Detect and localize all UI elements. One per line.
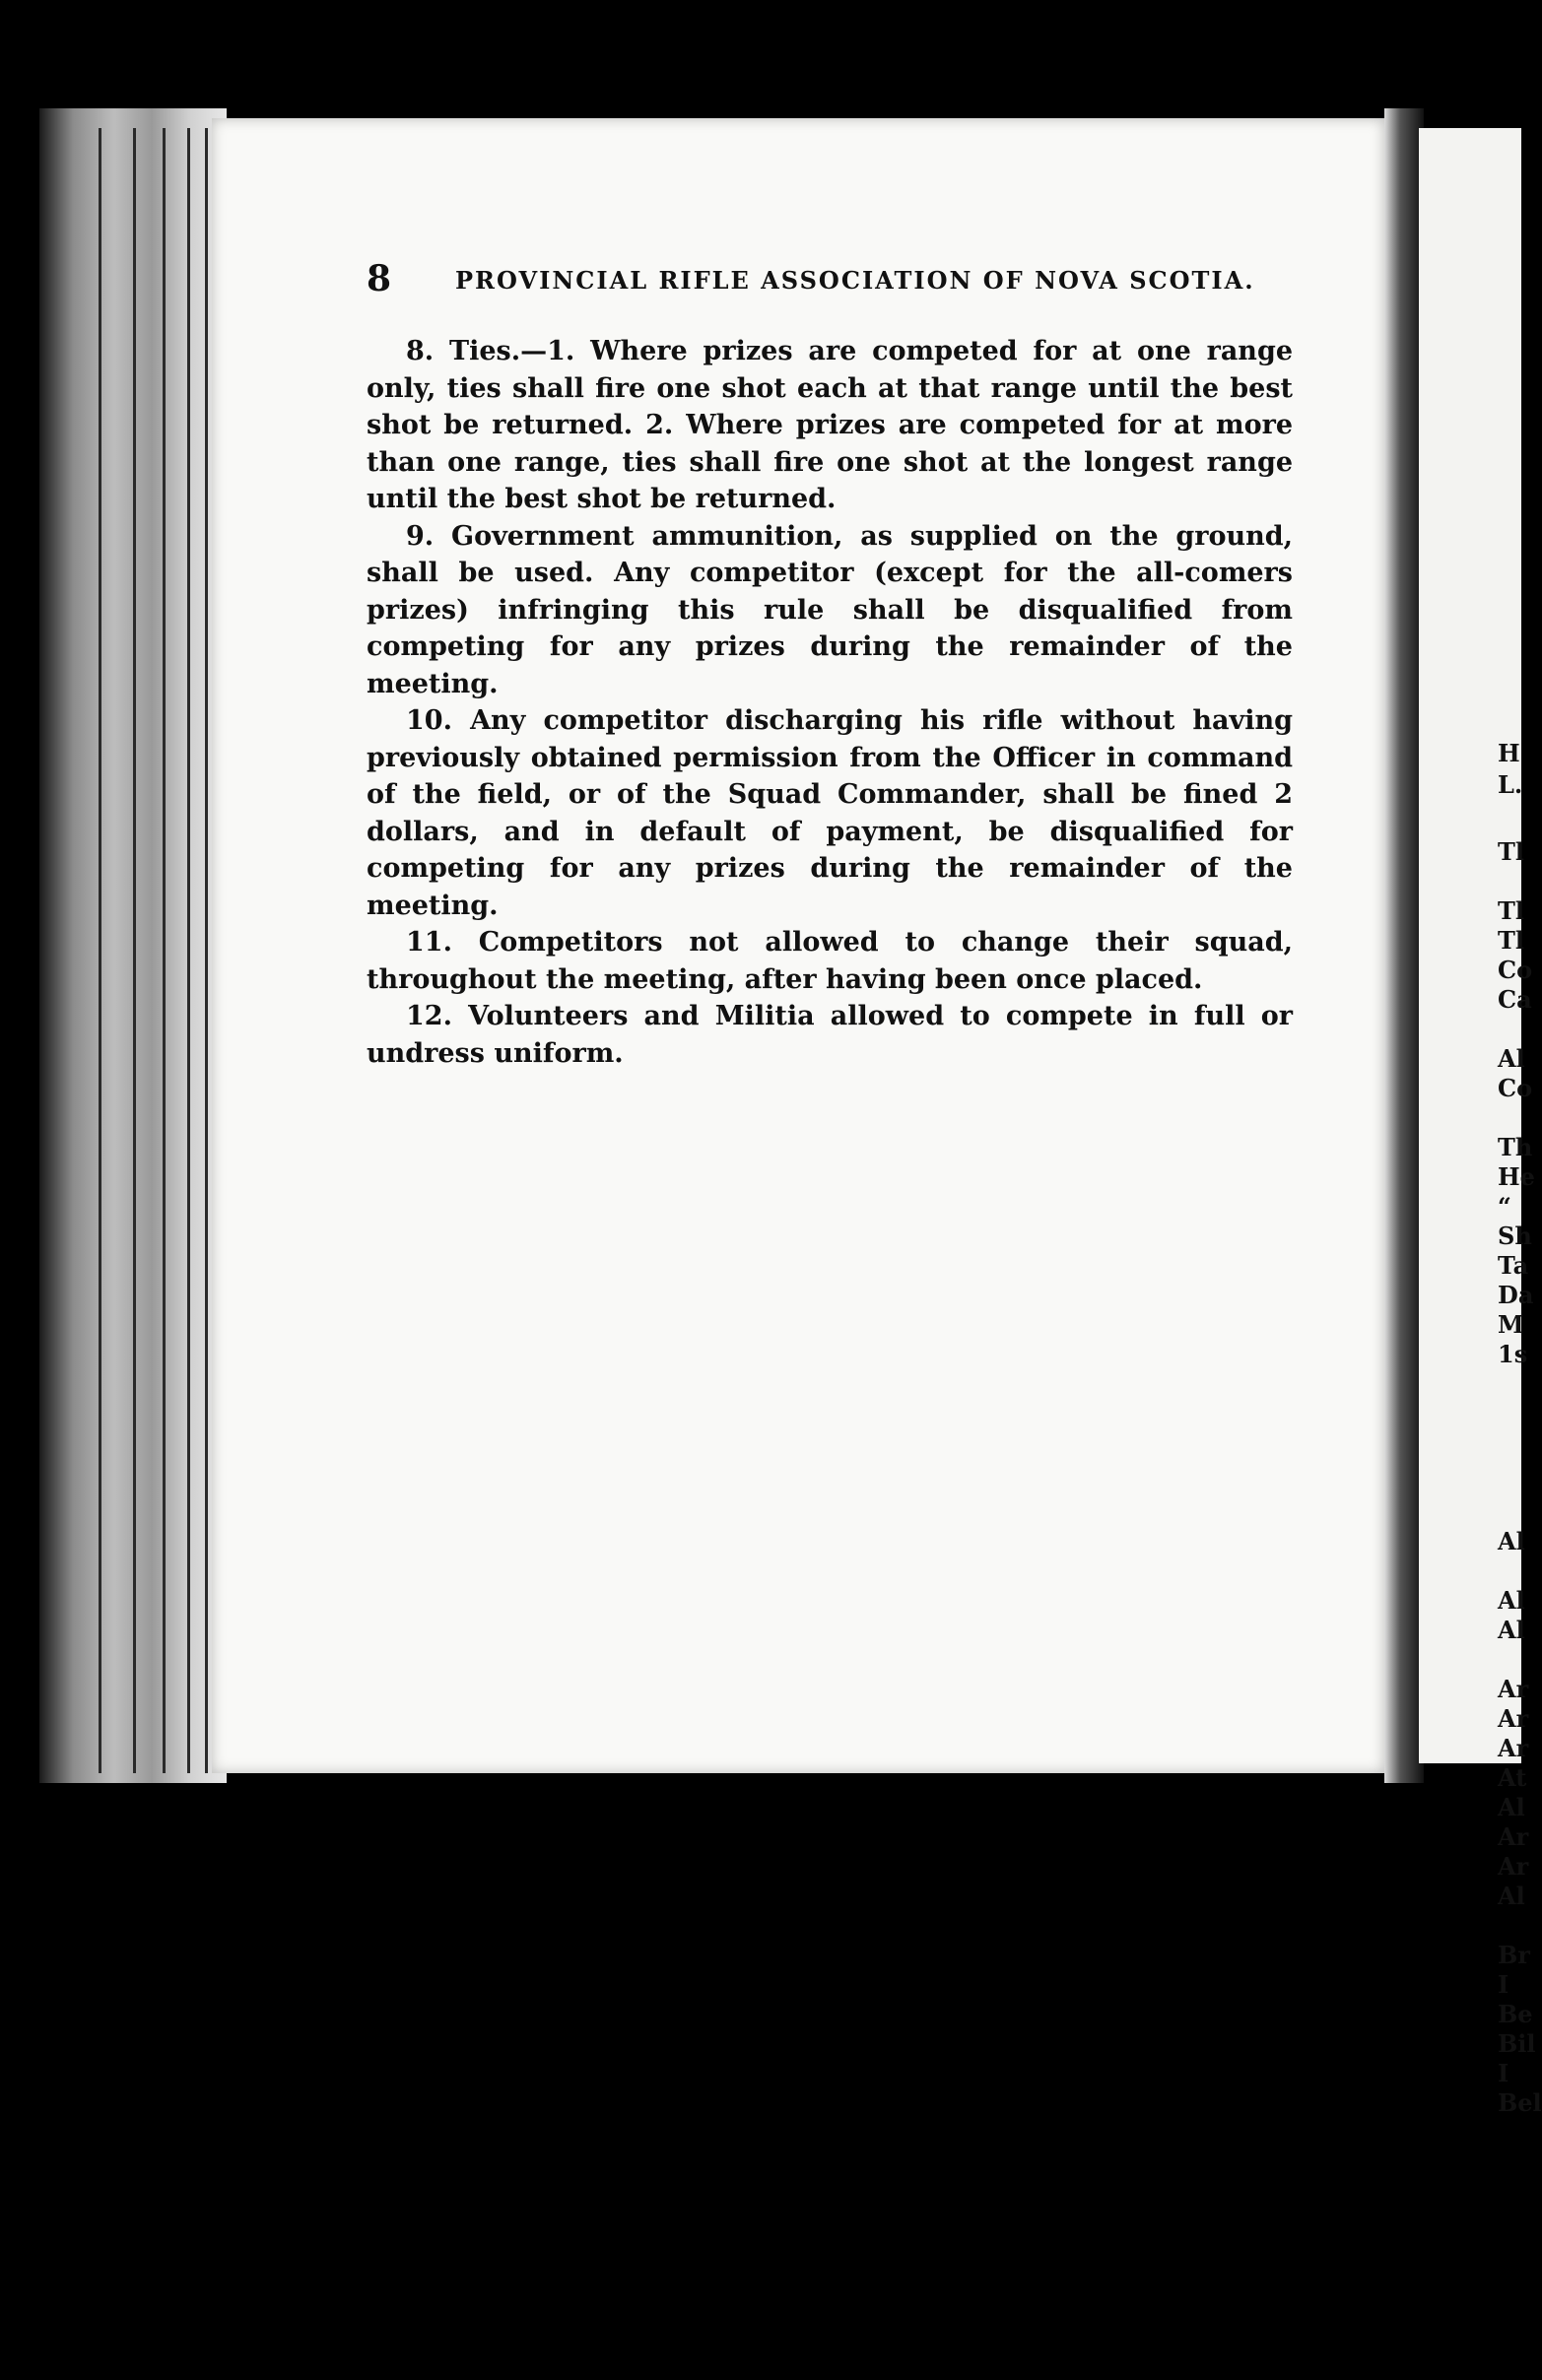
fragment: H xyxy=(1498,739,1520,767)
fragment: I xyxy=(1498,1970,1509,1999)
rule-11: 11. Competitors not allowed to change their squad, throughout the meeting, after having been once placed. xyxy=(367,927,1293,995)
fragment: Br xyxy=(1498,1941,1530,1969)
fragment: Tl xyxy=(1498,896,1524,925)
fragment: Sh xyxy=(1498,1222,1532,1250)
rule-10: 10. Any competitor discharging his rifle without having previously obtained permission from the Officer in command of the field, or of the Squad Commander, shall be fined 2 dollars, and in default of payment, be disqualified for competing for any prizes during the remainder of the meeting. xyxy=(367,705,1293,921)
fragment: Ar xyxy=(1498,1704,1529,1733)
fragment: Bil xyxy=(1498,2029,1536,2058)
fragment: Th xyxy=(1498,1133,1533,1161)
fragment: Da xyxy=(1498,1281,1534,1309)
fragment: Co xyxy=(1498,956,1533,984)
fragment: Ar xyxy=(1498,1675,1529,1703)
book-gutter xyxy=(1384,108,1424,1783)
fragment: Tl xyxy=(1498,926,1524,955)
fragment: I xyxy=(1498,2059,1509,2087)
fragment: Al xyxy=(1498,1586,1525,1615)
fragment: Al xyxy=(1498,1882,1525,1910)
fragment: Tl xyxy=(1498,837,1524,866)
fragment: Al xyxy=(1498,1793,1525,1821)
fragment: At xyxy=(1498,1763,1527,1792)
rule-9: 9. Government ammunition, as supplied on the ground, shall be used. Any competitor (except for the all-comers prizes) infringing this rule shall be disqualified from competing for any prizes during the remainder of the meeting. xyxy=(367,520,1293,699)
fragment: He xyxy=(1498,1162,1535,1191)
running-head: PROVINCIAL RIFLE ASSOCIATION OF NOVA SCOTIA. xyxy=(455,266,1255,295)
page-number: 8 xyxy=(367,258,392,299)
rules-text xyxy=(367,333,1293,1072)
fragment: Be xyxy=(1498,2000,1533,2028)
fragment: Ta xyxy=(1498,1251,1529,1280)
rule-12: 12. Volunteers and Militia allowed to compete in full or undress uniform. xyxy=(367,1001,1293,1069)
book-page-edges xyxy=(39,108,227,1783)
fragment: Al xyxy=(1498,1044,1525,1073)
fragment: “ xyxy=(1498,1192,1511,1221)
fragment: Ar xyxy=(1498,1852,1529,1881)
fragment: Al xyxy=(1498,1527,1525,1555)
fragment: 1s xyxy=(1498,1340,1528,1368)
page-header xyxy=(367,258,1293,301)
fragment: L. xyxy=(1498,770,1523,799)
fragment: Ar xyxy=(1498,1822,1529,1851)
fragment: Al xyxy=(1498,1616,1525,1644)
fragment: Co xyxy=(1498,1074,1533,1102)
fragment: M xyxy=(1498,1310,1524,1339)
fragment: Ar xyxy=(1498,1734,1529,1762)
rule-8: 8. Ties.—1. Where prizes are competed for at one range only, ties shall fire one shot each at that range until the best shot be returned. 2. Where prizes are competed for at more than one range, ties shall fire one shot at the longest range until the best shot be returned. xyxy=(367,336,1293,514)
fragment: Ca xyxy=(1498,985,1532,1014)
fragment: Bel xyxy=(1498,2088,1542,2117)
